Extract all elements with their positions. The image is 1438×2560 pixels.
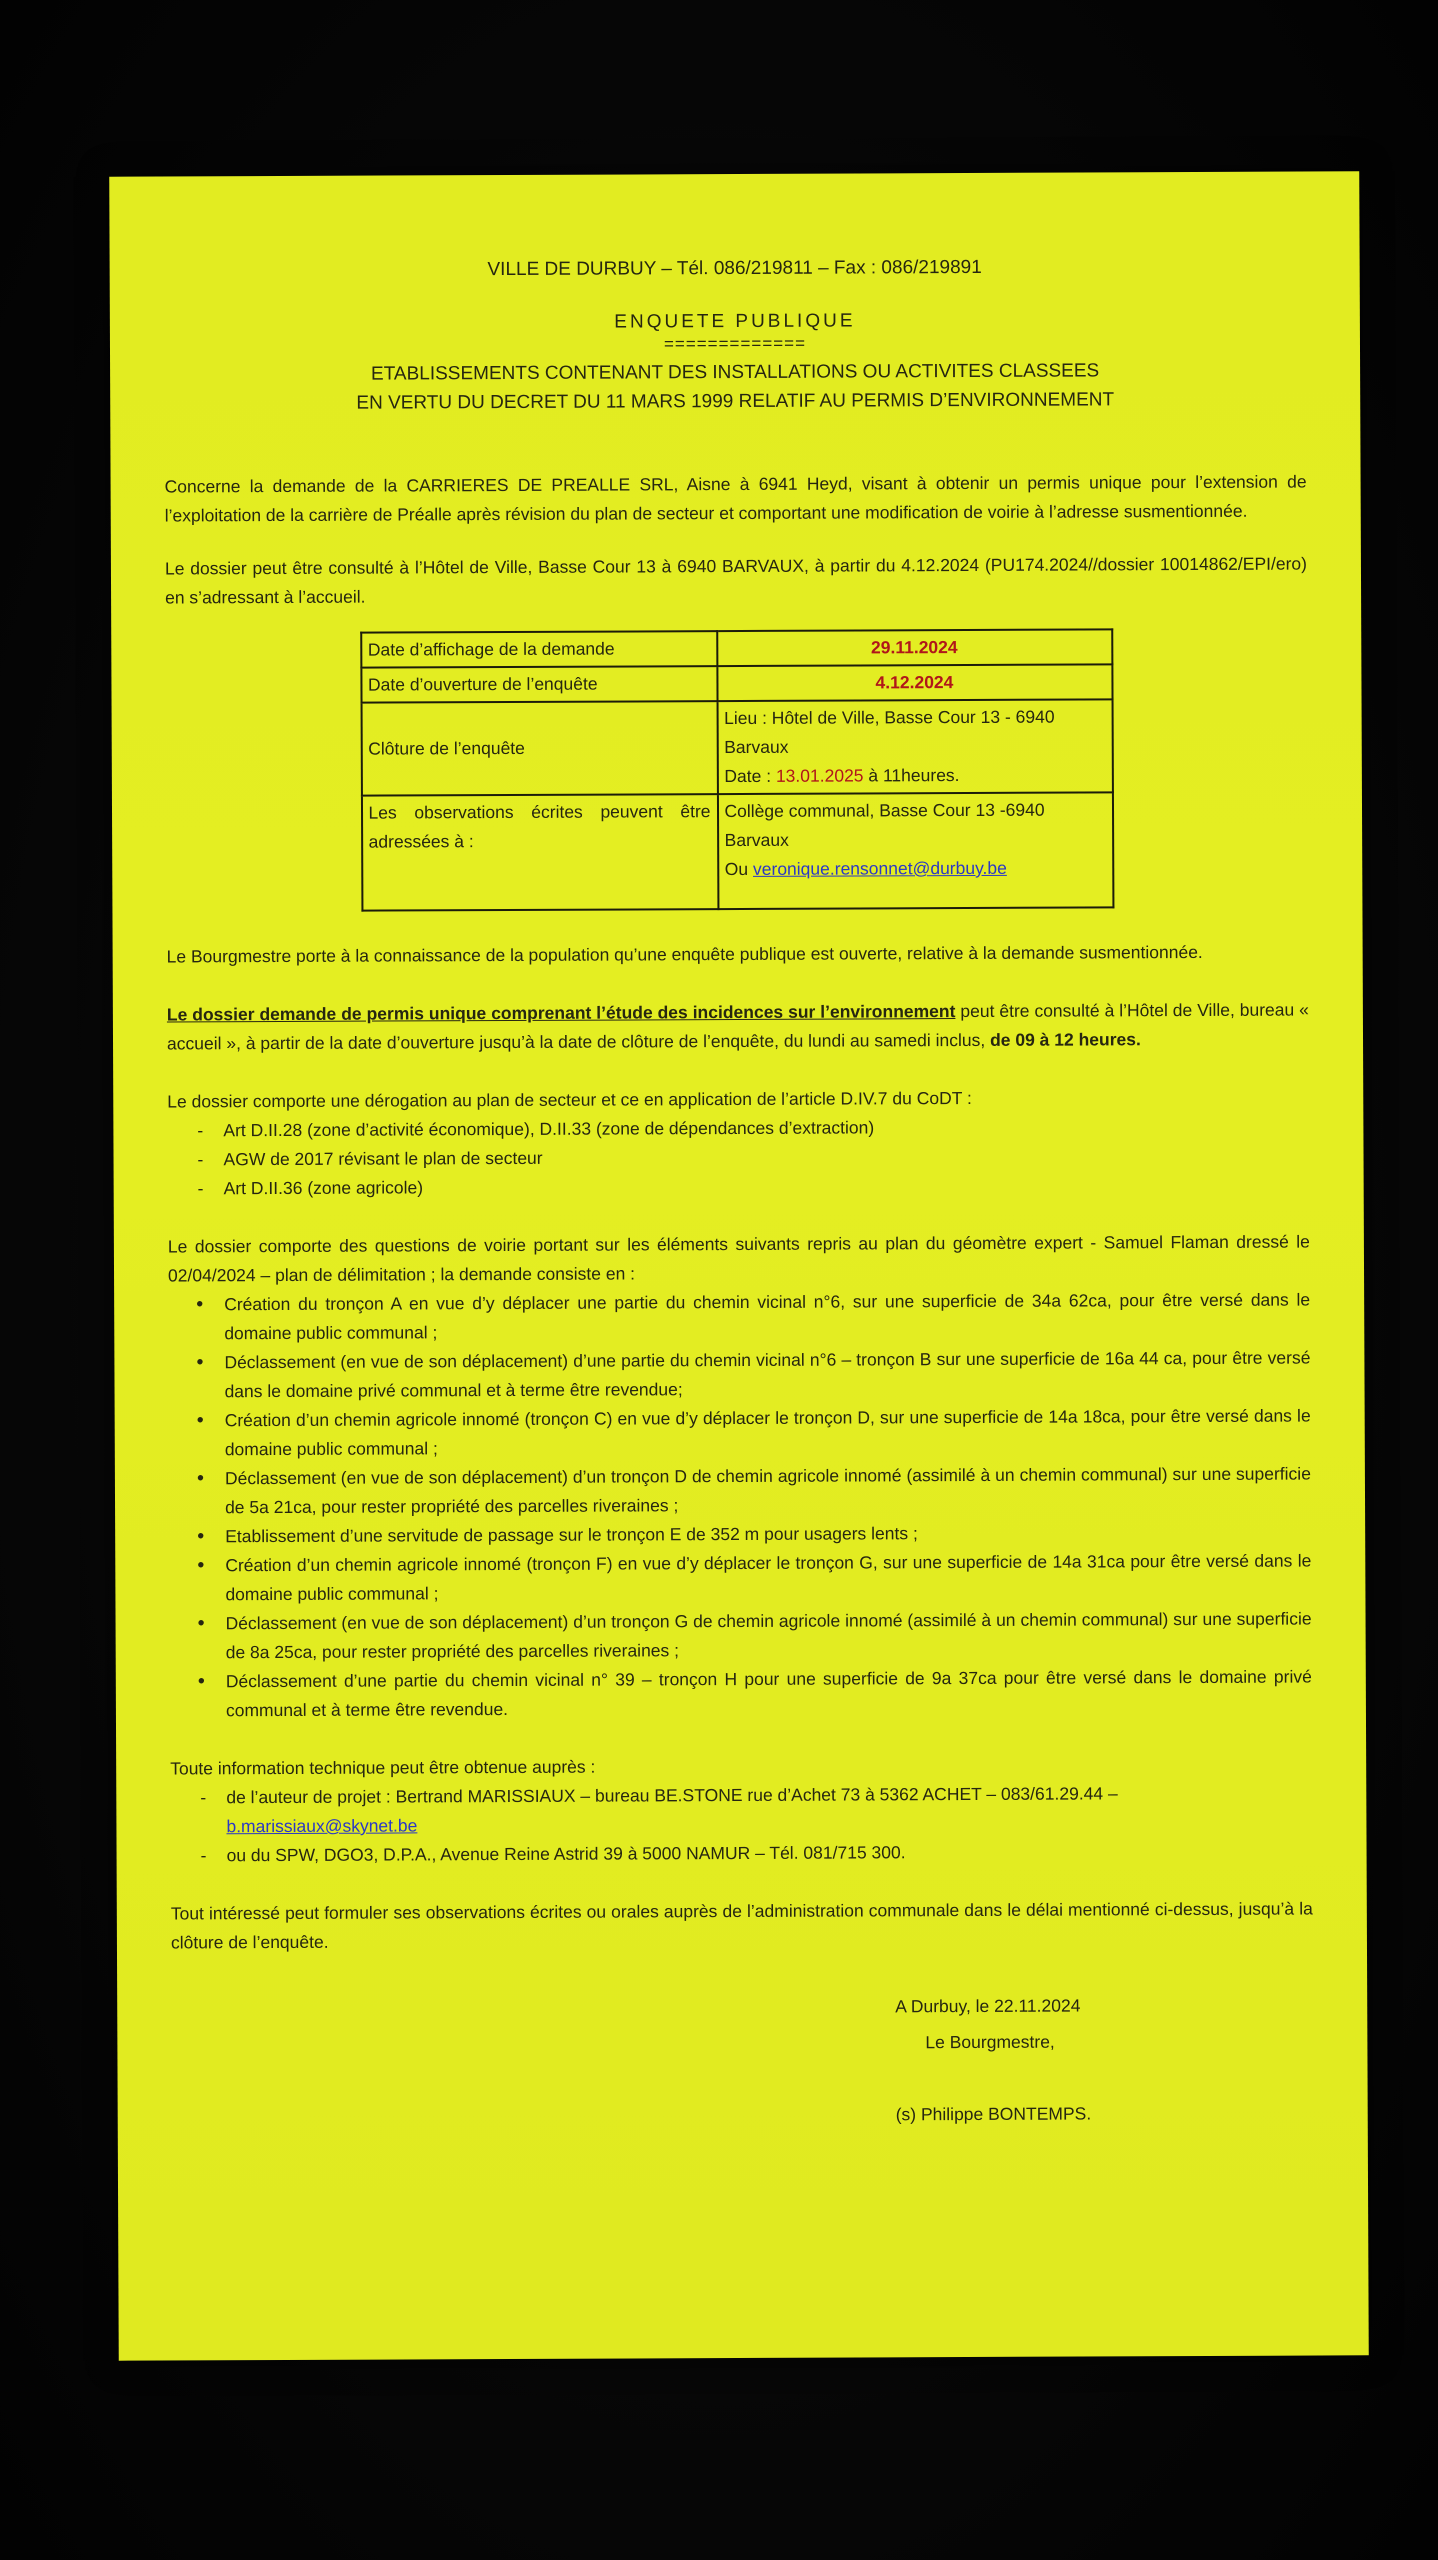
voirie-intro: Le dossier comporte des questions de voirie portant sur les éléments suivants repris au plan du géomètre expert - Samuel Flaman dressé le 02/04/2024 – plan de délimitation ; la demande consiste en : — [167, 1231, 1310, 1286]
signature-place-date: A Durbuy, le 22.11.2024 — [895, 1995, 1081, 2017]
cloture-details — [717, 699, 1112, 794]
signature-name: (s) Philippe BONTEMPS. — [895, 2103, 1092, 2125]
enquiry-dates-table — [360, 628, 1114, 911]
signature-block — [895, 1987, 1314, 2133]
cloture-date-suffix: à 11heures. — [863, 765, 960, 786]
cloture-label: Clôture de l’enquête — [361, 701, 717, 796]
table-row — [361, 629, 1112, 667]
info-intro: Toute information technique peut être obtenue auprès : — [170, 1756, 596, 1779]
subtitle-line-2: EN VERTU DU DECRET DU 11 MARS 1999 RELATIF AU PERMIS D’ENVIRONNEMENT — [356, 389, 1115, 414]
list-item: • Création d’un chemin agricole innomé (tronçon C) en vue d’y déplacer le tronçon D, sur une superficie de 14a 18ca, pour être versé dans le domaine public communal ; — [169, 1402, 1311, 1465]
list-item: - Art D.II.36 (zone agricole) — [168, 1170, 1310, 1204]
list-item: • Etablissement d’une servitude de passage sur le tronçon E de 352 m pour usagers lents ; — [169, 1518, 1311, 1552]
list-item: • Déclassement d’une partie du chemin vicinal n° 39 – tronçon H pour une superficie de 9a 37ca pour être versé dans le domaine privé communal et à terme être revendue. — [170, 1663, 1312, 1726]
observations-email-line — [725, 853, 1106, 884]
observations-address: Collège communal, Basse Cour 13 -6940 Barvaux — [724, 799, 1045, 851]
list-item: - ou du SPW, DGO3, D.P.A., Avenue Reine Astrid 39 à 5000 NAMUR – Tél. 081/715 300. — [171, 1837, 1313, 1871]
cloture-date-line — [724, 760, 1105, 791]
bourgmestre-paragraph: Le Bourgmestre porte à la connaissance de la population qu’une enquête publique est ouverte, relative à la demande susmentionnée. — [166, 941, 1203, 967]
cloture-date: 13.01.2025 — [775, 765, 864, 786]
contact-line: VILLE DE DURBUY – Tél. 086/219811 – Fax : 086/219891 — [487, 256, 982, 281]
dossier-paragraph: Le dossier peut être consulté à l’Hôtel de Ville, Basse Cour 13 à 6940 BARVAUX, à partir du 4.12.2024 (PU174.2024//dossier 10014862/EPI/ero) en s’adressant à l’accueil. — [164, 553, 1307, 608]
affichage-label: Date d’affichage de la demande — [361, 631, 717, 668]
ouverture-date: 4.12.2024 — [717, 664, 1112, 701]
final-observations-paragraph: Tout intéressé peut formuler ses observations écrites ou orales auprès de l’administration communale dans le délai mentionné ci-dessus, jusqu’à la clôture de l’enquête. — [170, 1898, 1313, 1953]
permis-underlined: Le dossier demande de permis unique comprenant l’étude des incidences sur l’environnement — [166, 1001, 956, 1025]
observations-or: Ou — [724, 858, 754, 880]
observations-label-text: Les observations écrites peuvent être adressées à : — [368, 801, 711, 852]
ouverture-label: Date d’ouverture de l’enquête — [361, 666, 717, 703]
permis-paragraph — [167, 996, 1309, 1059]
list-item: • Déclassement (en vue de son déplacement) d’une partie du chemin vicinal n°6 – tronçon B sur une superficie de 16a 44 ca, pour être versé dans le domaine privé communal et à terme être revendue; — [168, 1344, 1310, 1407]
table-row — [361, 792, 1112, 910]
list-item: • Déclassement (en vue de son déplacement) d’un tronçon G de chemin agricole innomé (assimilé à un chemin communal) sur une superficie de 8a 25ca, pour rester propriété des parcelles riveraines ; — [169, 1605, 1311, 1668]
derogation-intro: Le dossier comporte une dérogation au plan de secteur et ce en application de l’article D.IV.7 du CoDT : — [167, 1087, 972, 1112]
list-item — [170, 1779, 1312, 1842]
affichage-date: 29.11.2024 — [717, 629, 1112, 666]
concerne-paragraph: Concerne la demande de la CARRIERES DE PREALLE SRL, Aisne à 6941 Heyd, visant à obtenir un permis unique pour l’extension de l’exploitation de la carrière de Préalle après révision du plan de secteur et comportant une modification de voirie à l’adresse susmentionnée. — [164, 471, 1307, 526]
info-author-text: de l’auteur de projet : Bertrand MARISSIAUX – bureau BE.STONE rue d’Achet 73 à 5362 ACHET – 083/61.29.44 – — [226, 1783, 1118, 1808]
observations-details — [717, 792, 1112, 909]
list-item: • Création du tronçon A en vue d’y déplacer une partie du chemin vicinal n°6, sur une superficie de 34a 62ca, pour être versé dans le domaine public communal ; — [168, 1286, 1310, 1349]
cloture-lieu: Lieu : Hôtel de Ville, Basse Cour 13 - 6940 Barvaux — [724, 706, 1055, 758]
permis-rest: peut être consulté à l’Hôtel de Ville, bureau « accueil », à partir de la date d’ouverture jusqu’à la date de clôture de l’enquête, du lundi au samedi inclus, — [166, 999, 1309, 1054]
title-rule: ============= — [663, 333, 807, 354]
info-list — [170, 1779, 1312, 1871]
subtitle-line-1: ETABLISSEMENTS CONTENANT DES INSTALLATIONS OU ACTIVITES CLASSEES — [370, 360, 1100, 385]
signature-role: Le Bourgmestre, — [925, 2031, 1055, 2053]
notice-subtitle — [164, 356, 1306, 419]
list-item: - Art D.II.28 (zone d’activité économique), D.II.33 (zone de dépendances d’extraction) — [167, 1112, 1309, 1146]
list-item: • Déclassement (en vue de son déplacement) d’un tronçon D de chemin agricole innomé (assimilé à un chemin communal) sur une superficie de 5a 21ca, pour rester propriété des parcelles riveraines ; — [169, 1460, 1311, 1523]
list-item: - AGW de 2017 révisant le plan de secteur — [167, 1141, 1309, 1175]
observations-email-link[interactable]: veronique.rensonnet@durbuy.be — [752, 857, 1007, 879]
notice-poster — [109, 171, 1369, 2360]
table-row — [361, 664, 1112, 702]
observations-label — [361, 794, 717, 911]
notice-content — [164, 252, 1314, 2136]
notice-title: ENQUETE PUBLIQUE — [614, 310, 856, 333]
cloture-date-prefix: Date : — [724, 765, 776, 787]
derogation-list — [167, 1112, 1309, 1204]
table-row — [361, 699, 1112, 795]
permis-hours: de 09 à 12 heures. — [990, 1029, 1141, 1050]
voirie-list — [168, 1286, 1312, 1726]
info-author-email-link[interactable]: b.marissiaux@skynet.be — [226, 1815, 418, 1837]
list-item: • Création d’un chemin agricole innomé (tronçon F) en vue d’y déplacer le tronçon G, sur une superficie de 14a 31ca pour être versé dans le domaine public communal ; — [169, 1547, 1311, 1610]
